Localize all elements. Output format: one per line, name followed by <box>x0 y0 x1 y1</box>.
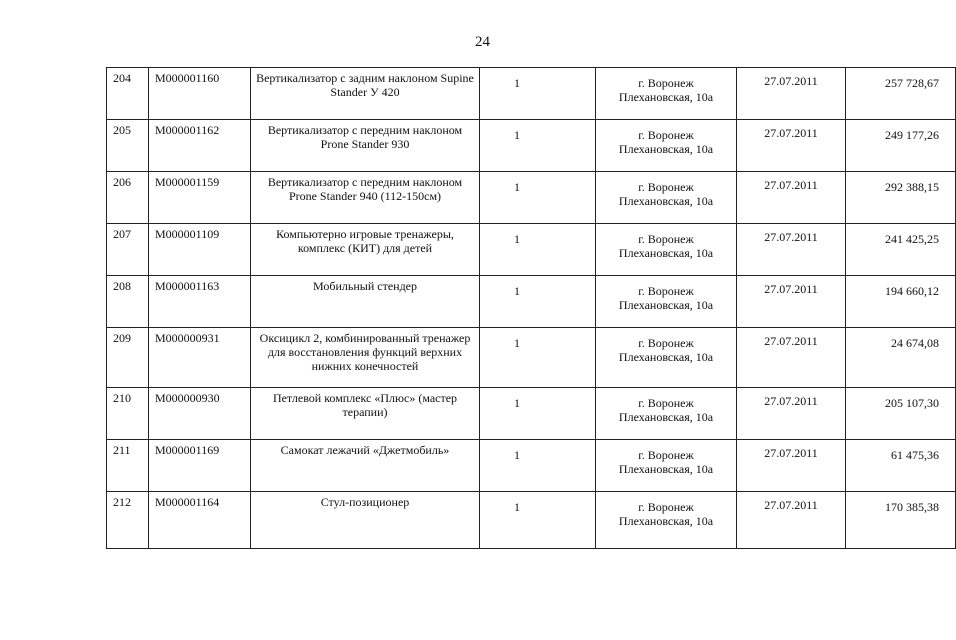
item-name-cell: Стул-позиционер <box>251 492 480 549</box>
address-street: Плехановская, 10а <box>618 462 714 476</box>
quantity-cell: 1 <box>480 388 596 440</box>
table-row <box>107 328 956 388</box>
date-cell: 27.07.2011 <box>737 276 846 328</box>
amount-cell: 292 388,15 <box>846 172 956 224</box>
table-row <box>107 224 956 276</box>
amount-cell: 61 475,36 <box>846 440 956 492</box>
address-cell <box>596 388 737 440</box>
inventory-code-cell: М000001160 <box>149 68 251 120</box>
address-street: Плехановская, 10а <box>618 410 714 424</box>
address-cell <box>596 492 737 549</box>
quantity-cell: 1 <box>480 492 596 549</box>
amount-cell: 241 425,25 <box>846 224 956 276</box>
inventory-code-cell: М000000931 <box>149 328 251 388</box>
address-city: г. Воронеж <box>638 448 694 462</box>
row-number-cell: 205 <box>107 120 149 172</box>
quantity-cell: 1 <box>480 440 596 492</box>
item-name-cell: Компьютерно игровые тренажеры, комплекс (КИТ) для детей <box>251 224 480 276</box>
amount-cell: 205 107,30 <box>846 388 956 440</box>
quantity-cell: 1 <box>480 120 596 172</box>
inventory-code-cell: М000001164 <box>149 492 251 549</box>
address-city: г. Воронеж <box>638 180 694 194</box>
inventory-table-body <box>107 68 956 549</box>
row-number-cell: 207 <box>107 224 149 276</box>
date-cell: 27.07.2011 <box>737 328 846 388</box>
address-city: г. Воронеж <box>638 284 694 298</box>
amount-cell: 170 385,38 <box>846 492 956 549</box>
inventory-code-cell: М000001163 <box>149 276 251 328</box>
table-row <box>107 388 956 440</box>
amount-cell: 257 728,67 <box>846 68 956 120</box>
item-name-cell: Петлевой комплекс «Плюс» (мастер терапии) <box>251 388 480 440</box>
address-city: г. Воронеж <box>638 232 694 246</box>
address-city: г. Воронеж <box>638 76 694 90</box>
quantity-cell: 1 <box>480 328 596 388</box>
date-cell: 27.07.2011 <box>737 172 846 224</box>
address-city: г. Воронеж <box>638 500 694 514</box>
address-cell <box>596 172 737 224</box>
date-cell: 27.07.2011 <box>737 68 846 120</box>
address-street: Плехановская, 10а <box>618 90 714 104</box>
date-cell: 27.07.2011 <box>737 440 846 492</box>
date-cell: 27.07.2011 <box>737 492 846 549</box>
inventory-code-cell: М000000930 <box>149 388 251 440</box>
row-number-cell: 209 <box>107 328 149 388</box>
item-name-cell: Вертикализатор с передним наклоном Prone Stander 940 (112-150см) <box>251 172 480 224</box>
address-cell <box>596 328 737 388</box>
quantity-cell: 1 <box>480 276 596 328</box>
quantity-cell: 1 <box>480 172 596 224</box>
date-cell: 27.07.2011 <box>737 388 846 440</box>
address-street: Плехановская, 10а <box>618 142 714 156</box>
row-number-cell: 204 <box>107 68 149 120</box>
address-street: Плехановская, 10а <box>618 350 714 364</box>
address-street: Плехановская, 10а <box>618 194 714 208</box>
table-row <box>107 68 956 120</box>
item-name-cell: Самокат лежачий «Джетмобиль» <box>251 440 480 492</box>
date-cell: 27.07.2011 <box>737 224 846 276</box>
inventory-code-cell: М000001109 <box>149 224 251 276</box>
address-city: г. Воронеж <box>638 128 694 142</box>
inventory-code-cell: М000001162 <box>149 120 251 172</box>
item-name-cell: Вертикализатор с передним наклоном Prone Stander 930 <box>251 120 480 172</box>
address-cell <box>596 440 737 492</box>
quantity-cell: 1 <box>480 224 596 276</box>
table-row <box>107 276 956 328</box>
table-row <box>107 172 956 224</box>
date-cell: 27.07.2011 <box>737 120 846 172</box>
row-number-cell: 212 <box>107 492 149 549</box>
item-name-cell: Оксицикл 2, комбинированный тренажер для восстановления функций верхних нижних конечностей <box>251 328 480 388</box>
row-number-cell: 206 <box>107 172 149 224</box>
amount-cell: 24 674,08 <box>846 328 956 388</box>
page-number: 24 <box>475 34 490 50</box>
row-number-cell: 208 <box>107 276 149 328</box>
address-cell <box>596 68 737 120</box>
inventory-code-cell: М000001169 <box>149 440 251 492</box>
inventory-code-cell: М000001159 <box>149 172 251 224</box>
address-city: г. Воронеж <box>638 396 694 410</box>
address-city: г. Воронеж <box>638 336 694 350</box>
address-street: Плехановская, 10а <box>618 246 714 260</box>
address-cell <box>596 120 737 172</box>
amount-cell: 194 660,12 <box>846 276 956 328</box>
address-street: Плехановская, 10а <box>618 298 714 312</box>
table-row <box>107 120 956 172</box>
row-number-cell: 211 <box>107 440 149 492</box>
row-number-cell: 210 <box>107 388 149 440</box>
item-name-cell: Мобильный стендер <box>251 276 480 328</box>
item-name-cell: Вертикализатор с задним наклоном Supine Stander У 420 <box>251 68 480 120</box>
quantity-cell: 1 <box>480 68 596 120</box>
address-cell <box>596 224 737 276</box>
amount-cell: 249 177,26 <box>846 120 956 172</box>
table-row <box>107 492 956 549</box>
inventory-table <box>106 67 956 549</box>
table-row <box>107 440 956 492</box>
address-cell <box>596 276 737 328</box>
address-street: Плехановская, 10а <box>618 514 714 528</box>
